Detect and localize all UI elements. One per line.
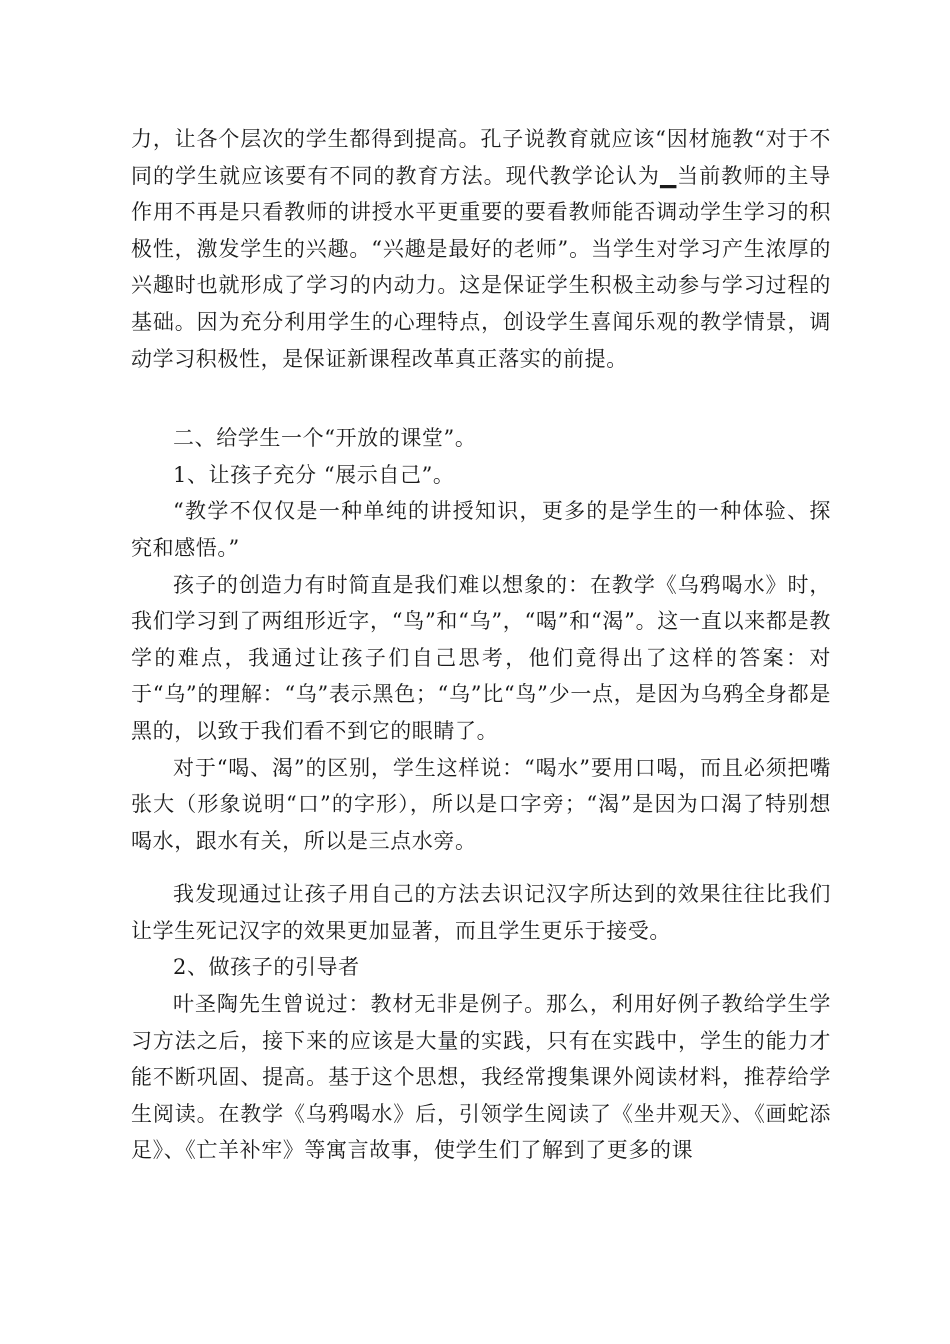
paragraph-crow-characters: 孩子的创造力有时简直是我们难以想象的：在教学《乌鸦喝水》时，我们学习到了两组形近字，“鸟”和“乌”，“喝”和“渴”。这一直以来都是教学的难点，我通过让孩子们自己思考，他们竟得出了这样的答案：对于“乌”的理解：“乌”表示黑色；“乌”比“鸟”少一点，是因为乌鸦全身都是黑的，以致于我们看不到它的眼睛了。	[131, 572, 831, 743]
paragraph-own-method: 我发现通过让孩子用自己的方法去识记汉字所达到的效果往往比我们让学生死记汉字的效果更加显著，而且学生更乐于接受。	[131, 882, 831, 943]
paragraph-drink-thirst: 对于“喝、渴”的区别，学生这样说：“喝水”要用口喝，而且必须把嘴张大（形象说明“口”的字形），所以是口字旁；“渴”是因为口渴了特别想喝水，跟水有关，所以是三点水旁。	[131, 755, 831, 853]
paragraph-quote-teaching: “教学不仅仅是一种单纯的讲授知识，更多的是学生的一种体验、探究和感悟。”	[131, 499, 831, 560]
paragraph-ye-shengtao: 叶圣陶先生曾说过：教材无非是例子。那么，利用好例子教给学生学习方法之后，接下来的应该是大量的实践，只有在实践中，学生的能力才能不断巩固、提高。基于这个思想，我经常搜集课外阅读材料，推荐给学生阅读。在教学《乌鸦喝水》后，引领学生阅读了《坐井观天》、《画蛇添足》、《亡羊补牢》等寓言故事，使学生们了解到了更多的课	[131, 992, 831, 1163]
subheading-show-yourself: 1、让孩子充分 “展示自己”。	[173, 462, 455, 487]
section-heading-open-classroom: 二、给学生一个“开放的课堂”。	[173, 426, 477, 451]
paragraph-continued-intro: 力，让各个层次的学生都得到提高。孔子说教育就应该“因材施教“对于不同的学生就应该要有不同的教育方法。现代教学论认为▁当前教师的主导作用不再是只看教师的讲授水平更重要的要看教师能否调动学生学习的积极性，激发学生的兴趣。“兴趣是最好的老师”。当学生对学习产生浓厚的兴趣时也就形成了学习的内动力。这是保证学生积极主动参与学习过程的基础。因为充分利用学生的心理特点，创设学生喜闻乐观的教学情景，调动学习积极性，是保证新课程改革真正落实的前提。	[131, 127, 831, 371]
subheading-guide: 2、做孩子的引导者	[173, 955, 360, 980]
document-body	[131, 121, 831, 1169]
